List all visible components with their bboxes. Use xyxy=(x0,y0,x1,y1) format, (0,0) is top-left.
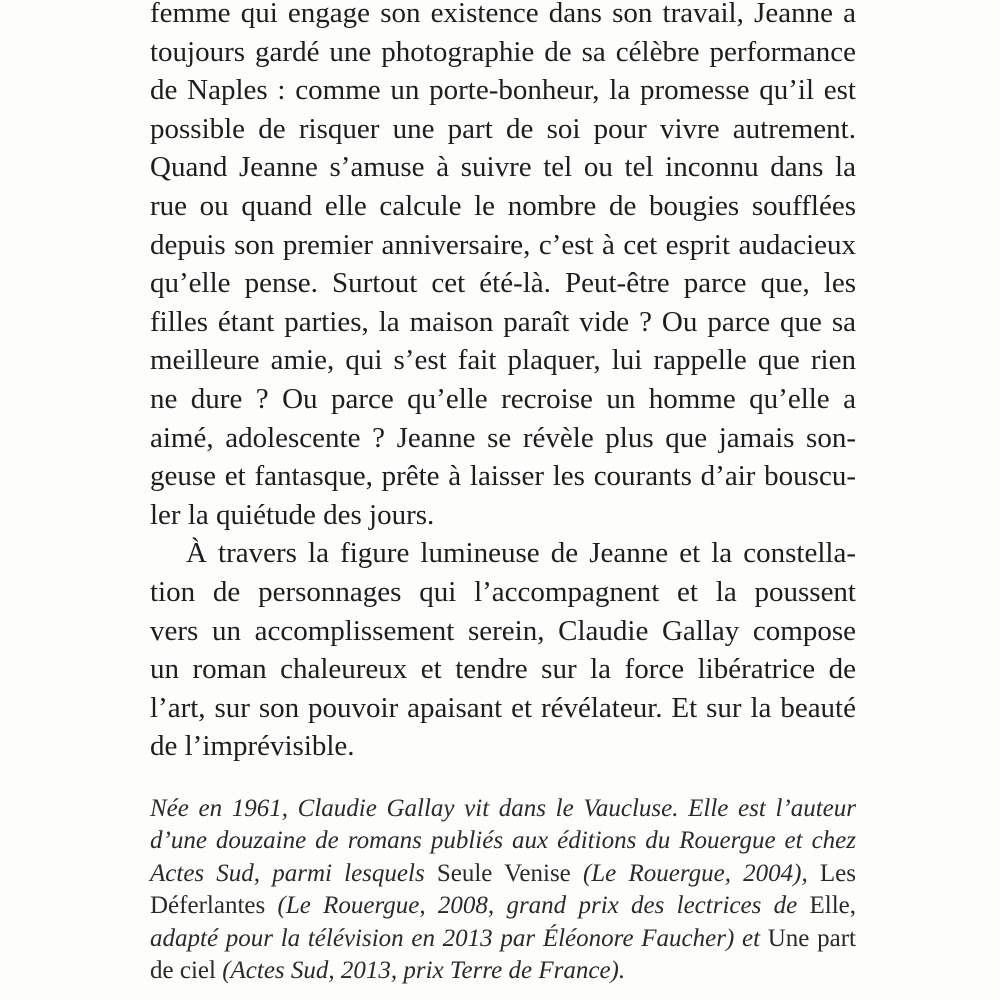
book-title-une-part-de-ciel: Une part xyxy=(767,924,856,952)
book-title-les-deferlantes: Les xyxy=(819,859,856,887)
book-title-les-deferlantes: Déferlantes xyxy=(150,892,266,920)
text-line: femme qui engage son existence dans son travail, Jeanne a xyxy=(150,0,856,29)
text-line: possible de risquer une part de soi pour vivre autrement. xyxy=(150,112,856,145)
text-line: meilleure amie, qui s’est fait plaquer, lui rappelle que rien xyxy=(150,344,856,377)
bio-text: (Le Rouergue, 2004), xyxy=(570,859,820,887)
bio-line xyxy=(150,825,856,857)
text-line: aimé, adolescente ? Jeanne se révèle plus que jamais son- xyxy=(150,421,856,454)
text-line: qu’elle pense. Surtout cet été-là. Peut-être parce que, les xyxy=(150,267,856,300)
book-title-seule-venise: Seule Venise xyxy=(436,859,571,887)
text-line: de Naples : comme un porte-bonheur, la promesse qu’il est xyxy=(150,74,856,107)
text-line: tion de personnages qui l’accompagnent et la poussent xyxy=(150,575,856,608)
bio-line xyxy=(150,793,856,825)
text-line: l’art, sur son pouvoir apaisant et révélateur. Et sur la beauté xyxy=(150,691,856,724)
text-line: vers un accomplissement serein, Claudie Gallay compose xyxy=(150,614,856,647)
bio-line xyxy=(150,955,856,987)
bio-line xyxy=(150,923,856,955)
text-line: de l’imprévisible. xyxy=(150,730,355,763)
synopsis-text xyxy=(150,0,856,766)
text-line: ler la quiétude des jours. xyxy=(150,498,435,531)
book-title-une-part-de-ciel: de ciel xyxy=(150,956,216,984)
text-line: filles étant parties, la maison paraît vide ? Ou parce que sa xyxy=(150,305,856,338)
bio-text: d’une douzaine de romans publiés aux éditions du Rouergue et chez xyxy=(150,827,856,855)
bio-text: Née en 1961, Claudie Gallay vit dans le Vaucluse. Elle est l’auteur xyxy=(150,795,856,822)
bio-line xyxy=(150,890,856,922)
text-line: toujours gardé une photographie de sa célèbre performance xyxy=(150,35,856,68)
bio-text: (Actes Sud, 2013, prix Terre de France). xyxy=(215,956,626,984)
text-line: ne dure ? Ou parce qu’elle recroise un homme qu’elle a xyxy=(150,382,856,415)
text-line: depuis son premier anniversaire, c’est à cet esprit audacieux xyxy=(150,228,856,261)
text-line: geuse et fantasque, prête à laisser les courants d’air bouscu- xyxy=(150,460,856,493)
bio-text: adapté pour la télévision en 2013 par Éléonore Faucher) et xyxy=(150,924,768,952)
magazine-title-elle: Elle, xyxy=(809,892,856,920)
text-line: un roman chaleureux et tendre sur la force libératrice de xyxy=(150,653,856,686)
bio-text: (Le Rouergue, 2008, grand prix des lectrices de xyxy=(265,892,810,920)
bio-line xyxy=(150,858,856,890)
author-bio xyxy=(150,793,856,987)
text-line: rue ou quand elle calcule le nombre de bougies soufflées xyxy=(150,189,856,222)
text-line: À travers la figure lumineuse de Jeanne et la constella- xyxy=(186,537,856,570)
text-line: Quand Jeanne s’amuse à suivre tel ou tel inconnu dans la xyxy=(150,151,856,184)
bio-text: Actes Sud, parmi lesquels xyxy=(150,859,437,887)
